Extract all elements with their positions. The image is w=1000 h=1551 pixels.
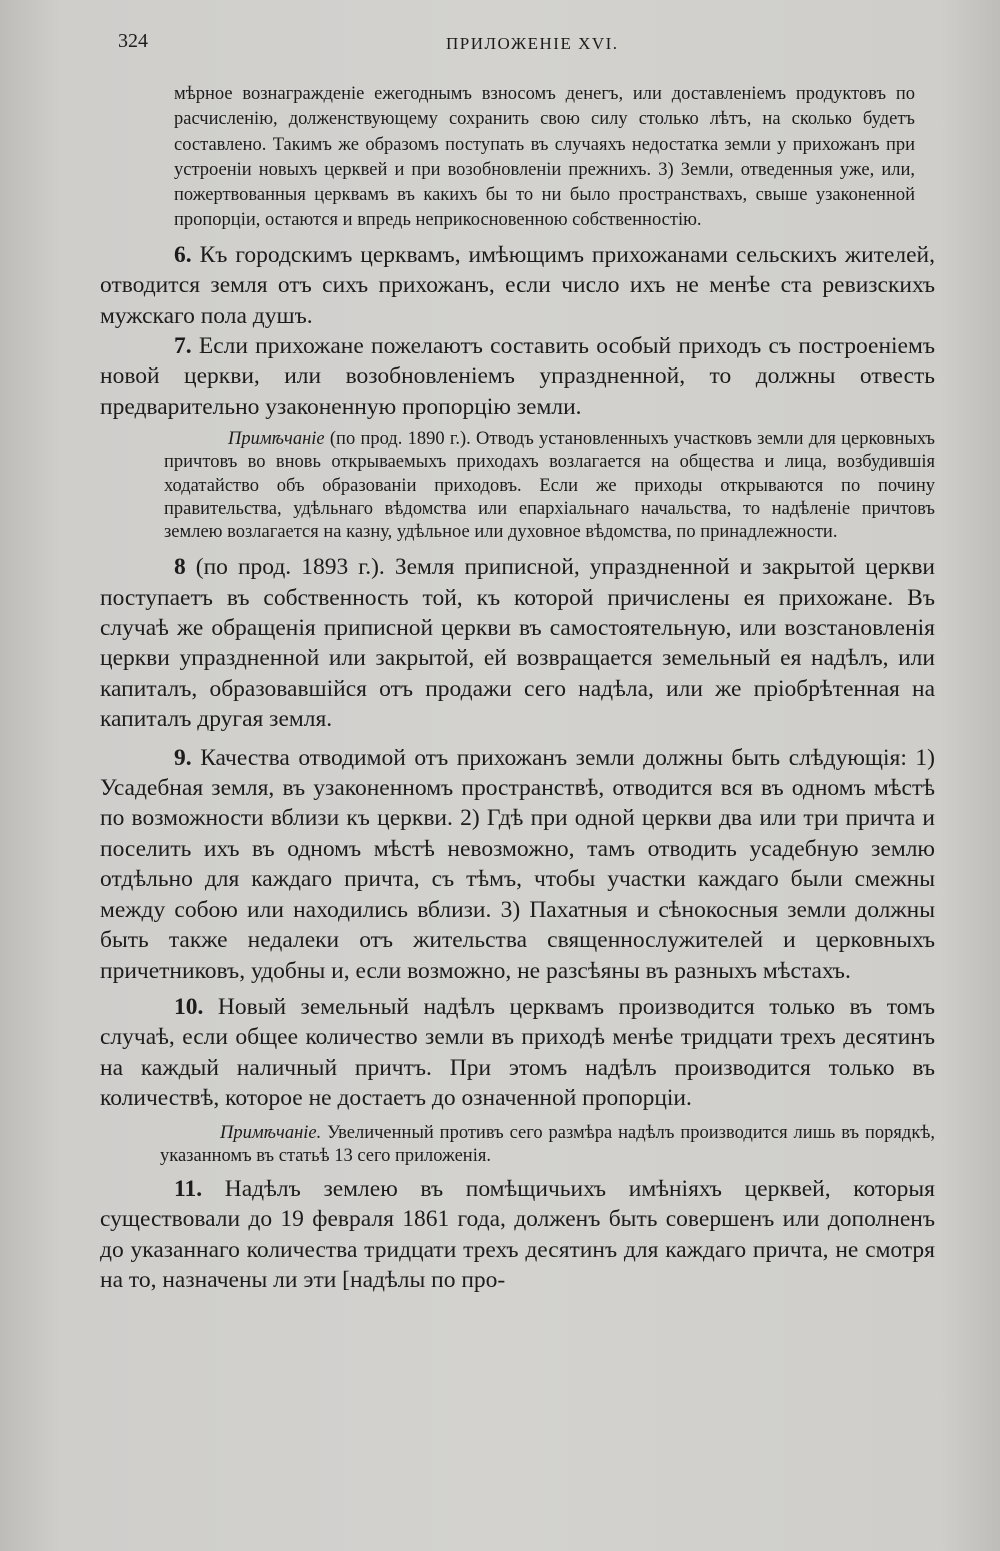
note-label: Примѣчаніе. <box>220 1122 322 1143</box>
note-1 <box>164 428 935 544</box>
article-text: Если прихожане пожелаютъ составить особый приходъ съ построеніемъ новой церкви, или возобновленіемъ упраздненной, то должны отвесть предварительно узаконенную пропорцію земли. <box>100 333 935 420</box>
article-text: Новый земельный надѣлъ церквамъ производится только въ томъ случаѣ, если общее количество земли въ приходѣ менѣе тридцати трехъ десятинъ на каждый наличный причтъ. При этомъ надѣлъ производится только въ количествѣ, которое не достаетъ до означенной пропорціи. <box>100 993 935 1112</box>
article-number: 10. <box>174 993 204 1020</box>
article-8 <box>100 552 935 734</box>
article-text: Къ городскимъ церквамъ, имѣющимъ прихожанами сельскихъ жителей, отводится земля отъ сихъ прихожанъ, если число ихъ не менѣе ста ревизскихъ мужскаго пола душъ. <box>100 241 935 329</box>
article-number: 11. <box>174 1175 203 1202</box>
article-text: Надѣлъ землею въ помѣщичьихъ имѣніяхъ церквей, которыя существовали до 19 февраля 1861 года, долженъ быть совершенъ или дополненъ до указаннаго количества тридцати трехъ десятинъ для каждаго причта, не смотря на то, назначены ли эти [надѣлы по про- <box>100 1175 935 1294</box>
article-10 <box>100 992 935 1114</box>
article-number: 9. <box>174 744 192 771</box>
article-number: 8 <box>174 554 186 581</box>
article-number: 6. <box>174 241 192 268</box>
article-6 <box>100 240 935 331</box>
paragraph-continuation <box>174 82 915 234</box>
article-7 <box>100 331 935 422</box>
note-text: Увеличенный противъ сего размѣра надѣлъ производится лишь въ порядкѣ, указанномъ въ статьѣ 13 сего приложенія. <box>160 1122 935 1166</box>
article-number: 7. <box>174 333 192 359</box>
note-text: (по прод. 1890 г.). Отводъ установленныхъ участковъ земли для церковныхъ причтовъ во вновь открываемыхъ приходахъ возлагается на общества и лица, возбудившія ходатайство объ образованіи приходовъ. Если же приходы открываются по почину правительства, удѣльнаго вѣдомства или епархіальнаго начальства, то надѣленіе причтовъ землею возлагается на казну, удѣльное или духовное вѣдомства, по принадлежности. <box>164 429 935 543</box>
running-title: ПРИЛОЖЕНІЕ XVI. <box>446 34 619 53</box>
article-text: (по прод. 1893 г.). Земля приписной, упраздненной и закрытой церкви поступаетъ въ собственность той, къ которой причислены ея прихожане. Въ случаѣ же обращенія приписной церкви въ самостоятельную, или возстановленія церкви упраздненной или закрытой, ей возвращается земельный ея надѣлъ, или капиталъ, образовавшійся отъ продажи сего надѣла, или же пріобрѣтенная на капиталъ другая земля. <box>100 554 935 733</box>
note-2 <box>160 1122 935 1168</box>
article-9 <box>100 743 935 986</box>
article-text: Качества отводимой отъ прихожанъ земли должны быть слѣдующія: 1) Усадебная земля, въ узаконенномъ пространствѣ, отводится вся въ одномъ мѣстѣ по возможности вблизи къ церкви. 2) Гдѣ при одной церкви два или три причта и поселить ихъ въ одномъ мѣстѣ невозможно, тамъ отводить усадебную землю отдѣльно для каждаго причта, съ тѣмъ, чтобы участки каждаго были смежны между собою или находились вблизи. 3) Пахатныя и сѣнокосныя земли должны быть также недалеки отъ жительства священнослужителей и церковныхъ причетниковъ, удобны и, если возможно, не разсѣяны въ разныхъ мѣстахъ. <box>100 744 935 984</box>
page-number: 324 <box>118 30 148 52</box>
page-body <box>100 82 935 1296</box>
article-11 <box>100 1174 935 1296</box>
note-label: Примѣчаніе <box>228 429 325 450</box>
paragraph-text: мѣрное вознагражденіе ежегоднымъ взносомъ денегъ, или доставленіемъ продуктовъ по расчисленію, долженствующему сохранить свою силу столько лѣтъ, на сколько будетъ составлено. Такимъ же образомъ поступать въ случаяхъ недостатка земли у прихожанъ при устроеніи новыхъ церквей и при возобновленіи прежнихъ. 3) Земли, отведенныя уже, или, пожертвованныя церквамъ въ какихъ бы то ни было пространствахъ, свыше узаконенной пропорціи, остаются и впредь неприкосновенною собственностію. <box>174 84 915 231</box>
page-header <box>118 30 948 60</box>
